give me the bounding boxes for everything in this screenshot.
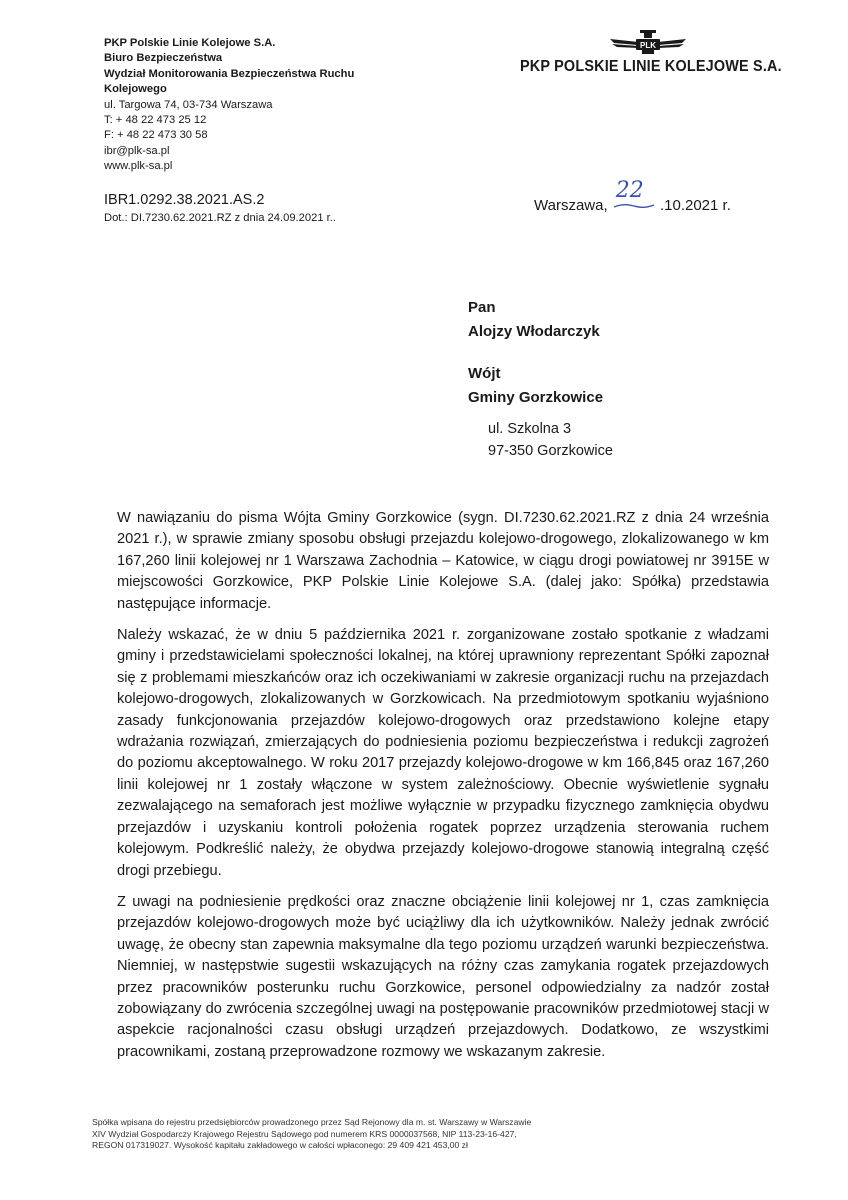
recipient-institution: Gminy Gorzkowice — [468, 389, 604, 406]
handwritten-day-value: 22 — [615, 178, 644, 203]
sender-phone: T: + 48 22 473 25 12 — [104, 114, 207, 127]
recipient-block — [468, 296, 603, 410]
letter-date — [534, 178, 731, 214]
recipient-postal: 97-350 Gorzkowice — [488, 443, 613, 459]
logo-company-name: PKP POLSKIE LINIE KOLEJOWE S.A. — [520, 58, 782, 75]
plk-emblem-icon — [608, 30, 688, 56]
reference-dot: Dot.: DI.7230.62.2021.RZ z dnia 24.09.2021 r.. — [104, 212, 336, 224]
recipient-street: ul. Szkolna 3 — [488, 421, 572, 437]
letter-body — [117, 508, 769, 1073]
sender-block — [104, 36, 354, 175]
body-paragraph-2: Należy wskazać, że w dniu 5 października 2021 r. zorganizowane zostało spotkanie z władzami gminy i przedstawicielami społeczności lokalnej, na której uprawniony reprezentant Spółki zapoznał się z problemami mieszkańców oraz ich oczekiwaniami w zakresie organizacji ruchu na przejazdach kolejowo-drogowych, zlokalizowanych w Gorzkowicach. Na przedmiotowym spotkaniu wyjaśniono zasady funkcjonowania przejazdów kolejowo-drogowych oraz przedstawiono kolejne etapy wdrażania rozwiązań, zmierzających do podniesienia poziomu bezpieczeństwa i redukcji zagrożeń do poziomu akceptowalnego. W roku 2017 przejazdy kolejowo-drogowe w km 166,845 oraz 167,260 linii kolejowej nr 1 zostały włączone w system zależnościowy. Obecnie wyświetlenie sygnału zezwalającego na semaforach jest możliwe wyłącznie w przypadku fizycznego zamknięcia obydwu przejazdów i uzyskaniu kontroli położenia rogatek poprzez urządzenia sterowania ruchem kolejowym. Podkreślić należy, że obydwa przejazdy kolejowo-drogowe stanowią integralną część drogi przebiegu. — [117, 627, 769, 879]
recipient-name: Alojzy Włodarczyk — [468, 323, 600, 340]
handwritten-stroke-icon — [612, 202, 656, 210]
body-paragraph-3: Z uwagi na podniesienie prędkości oraz znaczne obciążenie linii kolejowej nr 1, czas zamknięcia przejazdów kolejowo-drogowych może być uciążliwy dla ich użytkowników. Należy jednak zwrócić uwagę, że obecny stan zapewnia maksymalne dla tego poziomu urządzeń warunki bezpieczeństwa. Niemniej, w następstwie sugestii wskazujących na różny czas zamykania rogatek przejazdowych przez pracowników posterunku ruchu Gorzkowice, personel odpowiedzialny za nadzór został zobowiązany do zwrócenia szczególnej uwagi na postępowanie pracowników przedmiotowej stacji w aspekcie racjonalności czasu obsługi urządzeń przejazdowych. Dodatkowo, ze wszystkimi pracownikami, zostaną przeprowadzone rozmowy we wskazanym zakresie. — [117, 893, 769, 1060]
footer-line: XIV Wydział Gospodarczy Krajowego Rejestru Sądowego pod numerem KRS 0000037568, NIP 113-23-16-427, — [92, 1128, 517, 1139]
sender-email[interactable]: ibr@plk-sa.pl — [104, 144, 170, 157]
recipient-address — [488, 418, 613, 462]
footer-line: Spółka wpisana do rejestru przedsiębiorców prowadzonego przez Sąd Rejonowy dla m. st. Warszawy w Warszawie — [92, 1117, 532, 1127]
reference-number: IBR1.0292.38.2021.AS.2 — [104, 192, 265, 208]
sender-department: Wydział Monitorowania Bezpieczeństwa Ruchu — [104, 67, 355, 80]
reference-block — [104, 192, 336, 224]
sender-company: PKP Polskie Linie Kolejowe S.A. — [104, 37, 276, 49]
emblem-text: PLK — [640, 41, 656, 50]
legal-footer — [92, 1117, 652, 1152]
handwritten-day — [612, 178, 656, 214]
sender-street: ul. Targowa 74, 03-734 Warszawa — [104, 98, 273, 111]
sender-office: Biuro Bezpieczeństwa — [104, 52, 223, 65]
footer-line: REGON 017319027. Wysokość kapitału zakładowego w całości wpłaconego: 29 409 421 453,00 zł — [92, 1140, 468, 1150]
sender-department-cont: Kolejowego — [104, 83, 167, 96]
body-paragraph-1: W nawiązaniu do pisma Wójta Gminy Gorzkowice (sygn. DI.7230.62.2021.RZ z dnia 24 września 2021 r.), w sprawie zmiany sposobu obsługi przejazdu kolejowo-drogowego, zlokalizowanego w km 167,260 linii kolejowej nr 1 Warszawa Zachodnia – Katowice, w ciągu drogi powiatowej nr 3915E w miejscowości Gorzkowice, PKP Polskie Linie Kolejowe S.A. (dalej jako: Spółka) przedstawia następujące informacje. — [117, 510, 769, 612]
recipient-title: Wójt — [468, 365, 501, 382]
company-logo — [520, 30, 780, 76]
date-city: Warszawa, — [534, 197, 608, 214]
recipient-salutation: Pan — [468, 299, 496, 316]
sender-website[interactable]: www.plk-sa.pl — [104, 160, 173, 173]
date-rest: .10.2021 r. — [659, 197, 731, 214]
sender-fax: F: + 48 22 473 30 58 — [104, 129, 208, 142]
